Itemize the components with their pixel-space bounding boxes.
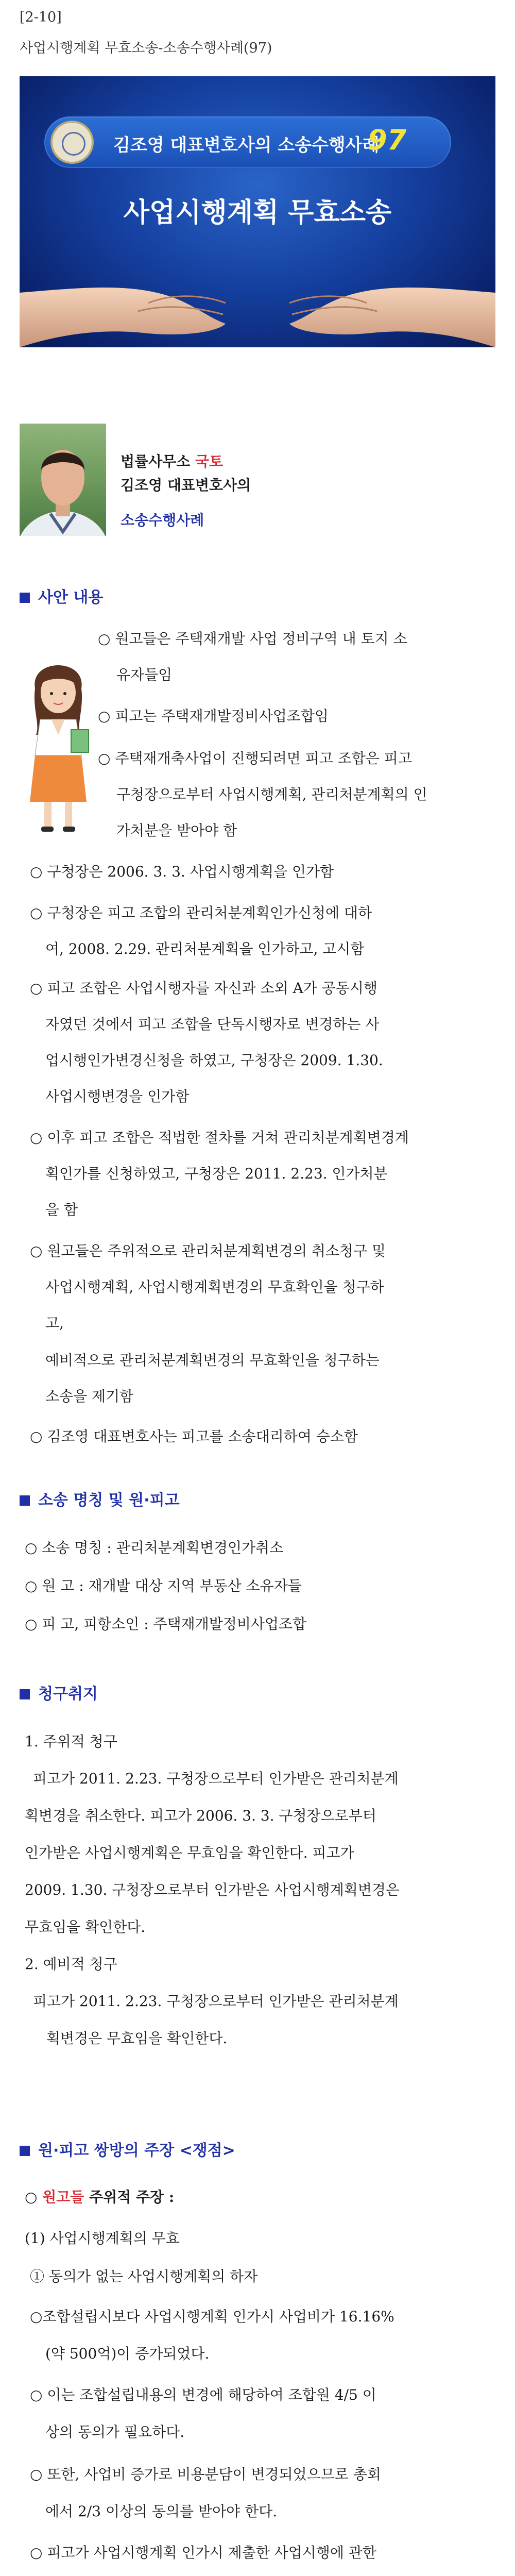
case-line: ○ 구청장은 피고 조합의 관리처분계획인가신청에 대하 <box>30 904 372 921</box>
claim-line: 피고가 2011. 2.23. 구청장으로부터 인가받은 관리처분계 <box>33 1770 399 1787</box>
series-name: 소송수행사례 <box>121 512 204 529</box>
case-line: 구청장으로부터 사업시행계획, 관리처분계획의 인 <box>116 786 427 803</box>
case-line: 유자들임 <box>116 666 173 683</box>
section-heading-claim: 청구취지 <box>20 1684 98 1705</box>
banner-subtitle: 김조영 대표변호사의 소송수행사례 <box>113 135 380 156</box>
case-line: 소송을 제기함 <box>45 1388 134 1405</box>
case-line: 예비적으로 관리처분계획변경의 무효확인을 청구하는 <box>45 1352 380 1369</box>
lawyer-name: 김조영 대표변호사의 <box>121 477 251 494</box>
argument-line: ○ 피고가 사업시행계획 인가시 제출한 사업시행에 관한 <box>30 2544 376 2561</box>
case-line: ○ 피고는 주택재개발정비사업조합임 <box>98 708 329 725</box>
argument-line: 에서 2/3 이상의 동의를 받아야 한다. <box>45 2503 278 2520</box>
firm-name: 국토 <box>195 453 224 470</box>
section-heading-parties: 소송 명칭 및 원·피고 <box>20 1490 180 1511</box>
case-line: 여, 2008. 2.29. 관리처분계획을 인가하고, 고시함 <box>45 940 365 957</box>
claim-line: 무효임을 확인한다. <box>25 1918 146 1935</box>
case-line: 사업시행계획, 사업시행계획변경의 무효확인을 청구하 <box>45 1278 384 1295</box>
argument-line: 상의 동의가 필요하다. <box>45 2423 185 2440</box>
party-line: ○ 소송 명칭 : 관리처분계획변경인가취소 <box>25 1539 284 1556</box>
square-bullet-icon <box>20 593 30 603</box>
case-line: ○ 원고들은 주위적으로 관리처분계획변경의 취소청구 및 <box>30 1242 386 1259</box>
case-line: ○ 이후 피고 조합은 적법한 절차를 거쳐 관리처분계획변경계 <box>30 1129 409 1146</box>
case-line: ○ 원고들은 주택재개발 사업 정비구역 내 토지 소 <box>98 630 407 647</box>
case-line: ○ 구청장은 2006. 3. 3. 사업시행계획을 인가함 <box>30 863 334 880</box>
claim-line: 피고가 2011. 2.23. 구청장으로부터 인가받은 관리처분계 <box>33 1993 399 2010</box>
case-line: ○ 피고 조합은 사업시행자를 자신과 소외 A가 공동시행 <box>30 980 377 997</box>
case-line: 업시행인가변경신청을 하였고, 구청장은 2009. 1.30. <box>45 1052 383 1069</box>
case-line: ○ 김조영 대표변호사는 피고를 소송대리하여 승소함 <box>30 1428 358 1445</box>
claim-line: 인가받은 사업시행계획은 무효임을 확인한다. 피고가 <box>25 1844 354 1861</box>
argument-line: ① 동의가 없는 사업시행계획의 하자 <box>30 2268 258 2285</box>
case-line: 고, <box>45 1315 64 1332</box>
claim-line: 2009. 1.30. 구청장으로부터 인가받은 사업시행계획변경은 <box>25 1881 400 1898</box>
argument-label: ○ 원고들 주위적 주장 : <box>25 2188 175 2205</box>
argument-line: (1) 사업시행계획의 무효 <box>25 2230 180 2247</box>
square-bullet-icon <box>20 2146 30 2156</box>
case-line: ○ 주택재개축사업이 진행되려면 피고 조합은 피고 <box>98 750 412 767</box>
case-line: 사업시행변경을 인가함 <box>45 1088 190 1105</box>
claim-line: 획변경을 취소한다. 피고가 2006. 3. 3. 구청장으로부터 <box>25 1807 376 1824</box>
lawyer-portrait <box>20 424 106 536</box>
argument-line: ○ 또한, 사업비 증가로 비용분담이 변경되었으므로 총회 <box>30 2466 381 2483</box>
claim-line: 2. 예비적 청구 <box>25 1956 117 1973</box>
square-bullet-icon <box>20 1495 30 1506</box>
section-heading-argument: 원·피고 쌍방의 주장 <쟁점> <box>20 2141 235 2161</box>
party-line: ○ 피 고, 피항소인 : 주택재개발정비사업조합 <box>25 1615 307 1632</box>
section-heading-case: 사안 내용 <box>20 587 103 608</box>
argument-line: (약 500억)이 증가되었다. <box>45 2345 210 2362</box>
argument-line: ○조합설립시보다 사업시행계획 인가시 사업비가 16.16% <box>30 2308 394 2325</box>
claim-line: 1. 주위적 청구 <box>25 1733 117 1750</box>
case-line: 자였던 것에서 피고 조합을 단독시행자로 변경하는 사 <box>45 1016 380 1033</box>
banner-number: 97 <box>368 124 407 156</box>
title-banner <box>20 76 495 347</box>
party-line: ○ 원 고 : 재개발 대상 지역 부동산 소유자들 <box>25 1577 302 1594</box>
banner-title: 사업시행계획 무효소송 <box>123 197 392 228</box>
case-line: 을 함 <box>45 1201 78 1218</box>
cartoon-woman-icon <box>20 652 97 838</box>
case-line: 획인가를 신청하였고, 구청장은 2011. 2.23. 인가처분 <box>45 1165 388 1182</box>
doc-title: 사업시행계획 무효소송-소송수행사례(97) <box>20 40 272 56</box>
square-bullet-icon <box>20 1689 30 1699</box>
firm-line: 법률사무소 국토 <box>121 453 224 470</box>
court-seal-icon <box>50 121 94 164</box>
argument-line: ○ 이는 조합설립내용의 변경에 해당하여 조합원 4/5 이 <box>30 2386 376 2403</box>
doc-code: [2-10] <box>20 9 62 25</box>
claim-line: 획변경은 무효임을 확인한다. <box>46 2030 228 2047</box>
case-line: 가처분을 받아야 함 <box>116 822 237 839</box>
